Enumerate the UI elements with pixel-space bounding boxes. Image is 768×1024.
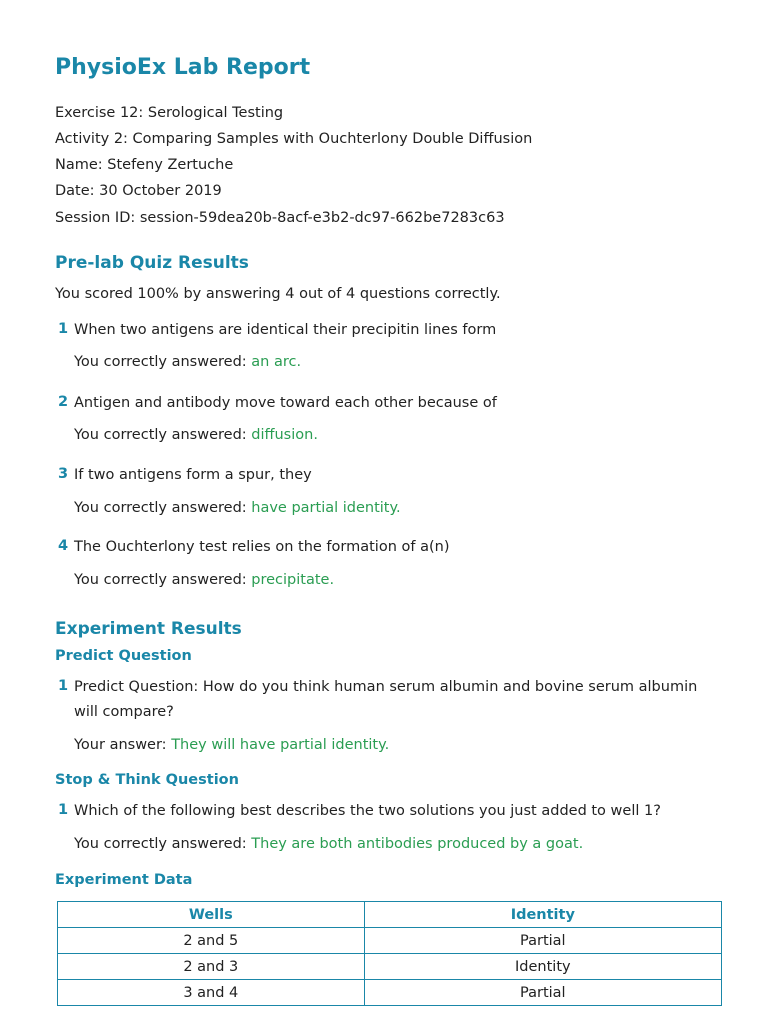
table-cell: Partial: [364, 980, 721, 1006]
answer-value: diffusion.: [251, 427, 318, 443]
answer-prefix: Your answer:: [74, 737, 172, 753]
question-text: The Ouchterlony test relies on the formation of a(n): [74, 539, 450, 555]
prelab-heading: Pre-lab Quiz Results: [55, 253, 249, 273]
table-cell: 2 and 5: [58, 928, 365, 954]
question-number: 1: [58, 678, 69, 694]
column-header-wells: Wells: [58, 902, 365, 928]
session-line: Session ID: session-59dea20b-8acf-e3b2-dc97-662be7283c63: [55, 210, 505, 226]
answer-value: an arc.: [251, 354, 302, 370]
answer-prefix: You correctly answered:: [74, 572, 252, 588]
exercise-line: Exercise 12: Serological Testing: [55, 105, 284, 121]
question-text: When two antigens are identical their precipitin lines form: [74, 322, 497, 338]
stop-think-question-text: Which of the following best describes the two solutions you just added to well 1?: [74, 803, 661, 819]
table-cell: Identity: [364, 954, 721, 980]
experiment-heading: Experiment Results: [55, 619, 242, 639]
experiment-data-heading: Experiment Data: [55, 872, 193, 888]
table-row: [58, 954, 722, 980]
question-number: 2: [58, 394, 69, 410]
answer-value: have partial identity.: [251, 500, 401, 516]
stop-think-answer: [74, 836, 583, 852]
question-text: Antigen and antibody move toward each other because of: [74, 395, 497, 411]
table-header-row: [58, 902, 722, 928]
name-line: Name: Stefeny Zertuche: [55, 157, 234, 173]
question-number: 3: [58, 466, 69, 482]
question-answer: [74, 572, 334, 588]
question-answer: [74, 427, 318, 443]
predict-answer: [74, 737, 389, 753]
answer-value: They are both antibodies produced by a goat.: [251, 836, 584, 852]
report-title: PhysioEx Lab Report: [55, 55, 311, 80]
answer-value: precipitate.: [251, 572, 335, 588]
date-line: Date: 30 October 2019: [55, 183, 222, 199]
answer-prefix: You correctly answered:: [74, 836, 252, 852]
column-header-identity: Identity: [364, 902, 721, 928]
table-cell: Partial: [364, 928, 721, 954]
answer-prefix: You correctly answered:: [74, 427, 252, 443]
stop-think-heading: Stop & Think Question: [55, 772, 239, 788]
question-number: 4: [58, 538, 69, 554]
answer-value: They will have partial identity.: [171, 737, 390, 753]
question-answer: [74, 500, 401, 516]
answer-prefix: You correctly answered:: [74, 500, 252, 516]
table-cell: 2 and 3: [58, 954, 365, 980]
activity-line: Activity 2: Comparing Samples with Ouchterlony Double Diffusion: [55, 131, 533, 147]
question-answer: [74, 354, 301, 370]
prelab-score: You scored 100% by answering 4 out of 4 questions correctly.: [55, 286, 501, 302]
question-number: 1: [58, 321, 69, 337]
predict-question-text: Predict Question: How do you think human serum albumin and bovine serum albumin will compare?: [74, 679, 698, 720]
table-row: [58, 928, 722, 954]
question-text: If two antigens form a spur, they: [74, 467, 312, 483]
table-row: [58, 980, 722, 1006]
table-cell: 3 and 4: [58, 980, 365, 1006]
experiment-data-table-wrapper: [57, 901, 722, 1001]
experiment-data-table: [57, 901, 722, 1006]
answer-prefix: You correctly answered:: [74, 354, 252, 370]
predict-heading: Predict Question: [55, 648, 192, 664]
question-number: 1: [58, 802, 69, 818]
